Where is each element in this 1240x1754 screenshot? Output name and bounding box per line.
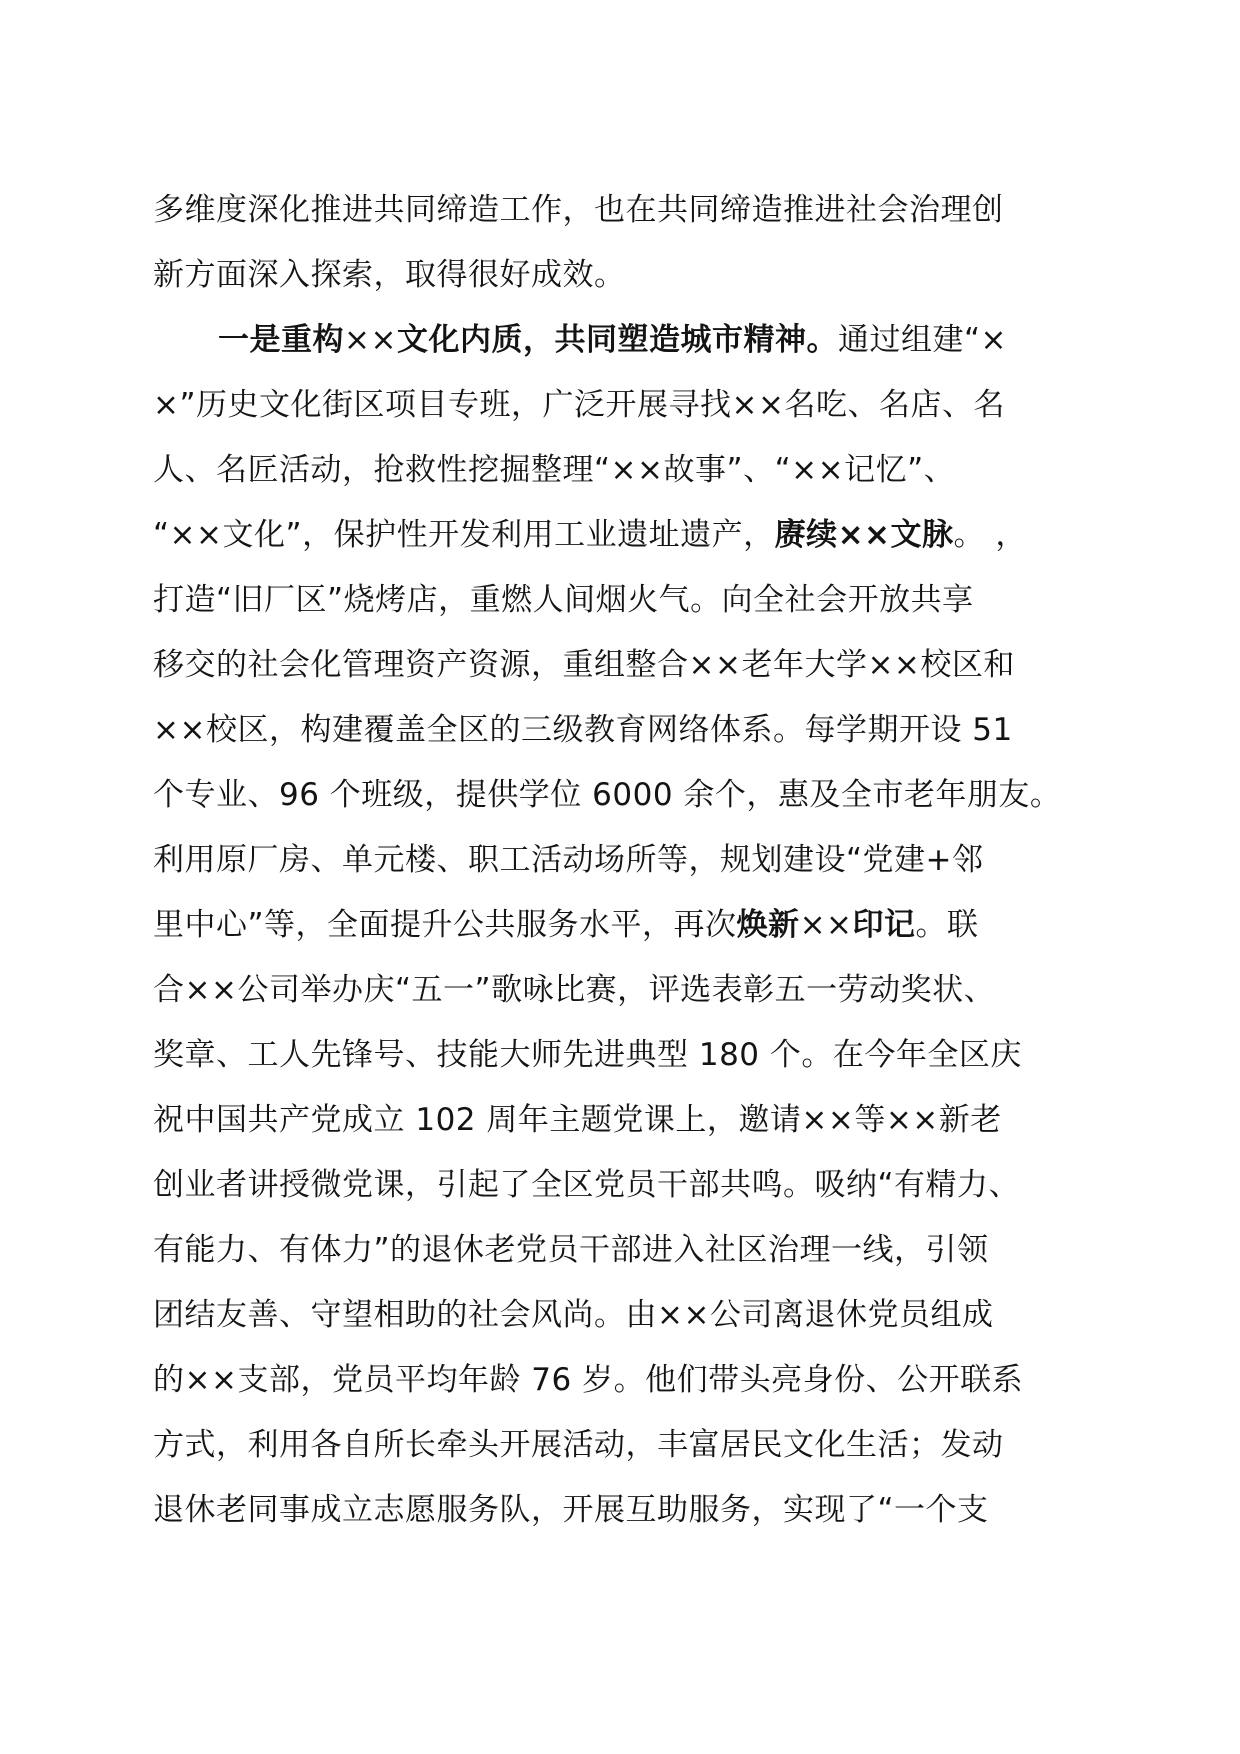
paragraph-line: [153, 1488, 989, 1532]
line-text: “××文化”，保护性开发利用工业遗址遗产，: [153, 517, 775, 553]
paragraph-line: [153, 1033, 1022, 1077]
line-text: 。联: [915, 907, 979, 943]
line-text: 方式，利用各自所长牵头开展活动，丰富居民文化生活；发动: [153, 1427, 1004, 1463]
paragraph-line: [153, 1358, 1023, 1402]
bold-text: 一是重构: [218, 322, 344, 358]
paragraph-line: [153, 903, 979, 947]
paragraph-line: [153, 773, 1061, 817]
line-text: 。 ，: [953, 517, 1027, 553]
line-text: ××: [799, 907, 853, 943]
line-text: 退休老同事成立志愿服务队，开展互助服务，实现了“一个支: [153, 1492, 989, 1528]
paragraph-line: [153, 708, 1013, 752]
line-text: 的××支部，党员平均年龄 76 岁。他们带头亮身份、公开联系: [153, 1362, 1024, 1398]
line-text: ×”历史文化街区项目专班，广泛开展寻找××名吃、名店、名: [153, 387, 1005, 423]
line-text: 合××公司举办庆“五一”歌咏比赛，评选表彰五一劳动奖状、: [153, 972, 996, 1008]
line-text: 利用原厂房、单元楼、职工活动场所等，规划建设“党建+邻: [153, 842, 984, 878]
line-text: 团结友善、守望相助的社会风尚。由××公司离退休党员组成: [153, 1297, 994, 1333]
line-text: 人、名匠活动，抢救性挖掘整理“××故事”、“××记忆”、: [153, 452, 956, 488]
paragraph-line: [153, 838, 984, 882]
paragraph-line: [153, 1293, 993, 1337]
line-text: 创业者讲授微党课，引起了全区党员干部共鸣。吸纳“有精力、: [153, 1167, 1021, 1203]
paragraph-line: [153, 253, 626, 297]
line-text: 里中心”等，全面提升公共服务水平，再次: [153, 907, 737, 943]
line-text: ××校区，构建覆盖全区的三级教育网络体系。每学期开设 51: [153, 712, 1013, 748]
line-text: 新方面深入探索，取得很好成效。: [153, 257, 626, 293]
line-text: 多维度深化推进共同缔造工作，也在共同缔造推进社会治理创: [153, 192, 1004, 228]
paragraph-line: [153, 448, 955, 492]
paragraph-line: [153, 968, 995, 1012]
bold-text: 赓续××文脉: [774, 517, 954, 553]
paragraph-line: [153, 188, 1004, 232]
line-text: 移交的社会化管理资产资源，重组整合××老年大学××校区和: [153, 647, 1015, 683]
line-text: 通过组建“×: [837, 322, 1007, 358]
bold-text: 焕新: [736, 907, 800, 943]
paragraph-line: [153, 1098, 1002, 1142]
line-text: 个专业、96 个班级，提供学位 6000 余个，惠及全市老年朋友。: [153, 777, 1062, 813]
paragraph-line: [153, 643, 1015, 687]
paragraph-line: [153, 578, 974, 622]
line-text: ××: [344, 322, 397, 358]
paragraph-line: [153, 513, 1027, 557]
line-text: 祝中国共产党成立 102 周年主题党课上，邀请××等××新老: [153, 1102, 1002, 1138]
line-text: 有能力、有体力”的退休老党员干部进入社区治理一线，引领: [153, 1232, 989, 1268]
paragraph-line: [153, 1228, 989, 1272]
paragraph-line: [153, 1423, 1004, 1467]
line-text: 奖章、工人先锋号、技能大师先进典型 180 个。在今年全区庆: [153, 1037, 1022, 1073]
bold-text: 文化内质，共同塑造城市精神。: [396, 322, 838, 358]
bold-text: 印记: [852, 907, 916, 943]
paragraph-line: [153, 1163, 1020, 1207]
paragraph-line: [153, 383, 1005, 427]
paragraph-line: [218, 318, 1007, 362]
line-text: 打造“旧厂区”烧烤店，重燃人间烟火气。向全社会开放共享: [153, 582, 974, 618]
